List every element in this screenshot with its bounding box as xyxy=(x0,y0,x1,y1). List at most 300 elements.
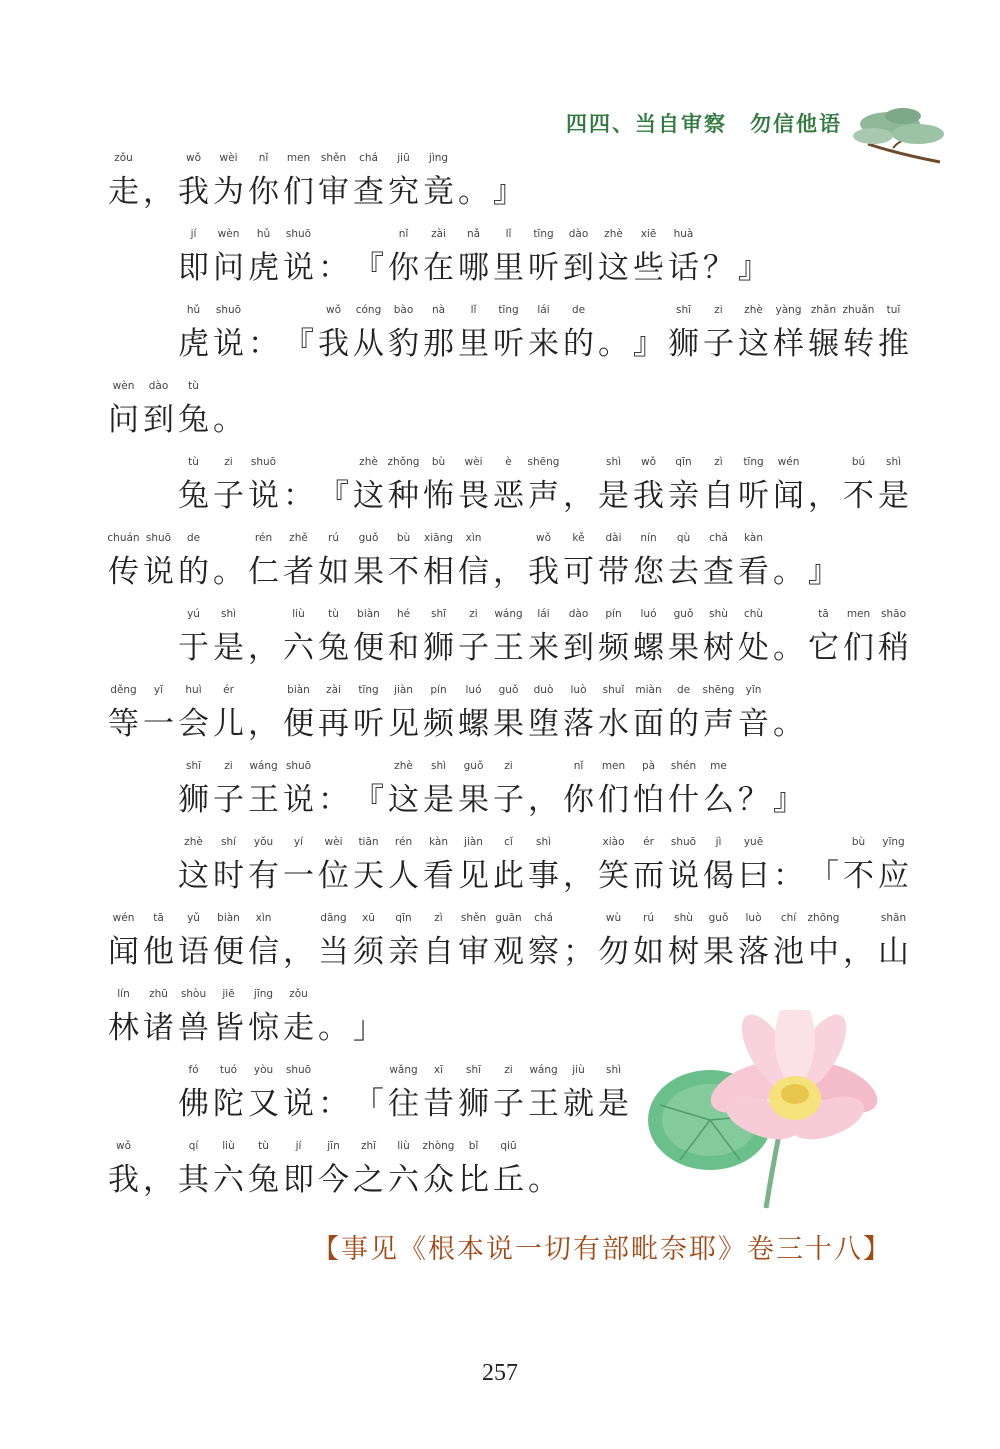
ruby-char xyxy=(351,684,386,744)
pinyin: zhòng xyxy=(422,1140,455,1152)
hanzi: 你 xyxy=(248,174,279,210)
pinyin: biàn xyxy=(357,608,380,620)
pinyin: dào xyxy=(568,228,589,240)
hanzi: 观 xyxy=(493,934,524,970)
ruby-char xyxy=(876,304,911,364)
pinyin: de xyxy=(571,304,586,316)
hanzi: 再 xyxy=(318,706,349,742)
hanzi: 么 xyxy=(703,782,734,818)
hanzi: 丘 xyxy=(493,1162,524,1198)
pinyin: hǔ xyxy=(256,228,271,240)
pinyin: jì xyxy=(715,836,722,848)
hanzi: 『 xyxy=(318,478,349,514)
pinyin: nín xyxy=(640,532,657,544)
ruby-char xyxy=(596,532,631,592)
ruby-char xyxy=(596,456,631,516)
ruby-char xyxy=(736,532,771,592)
hanzi: 而 xyxy=(633,858,664,894)
hanzi: 应 xyxy=(878,858,909,894)
ruby-char xyxy=(176,684,211,744)
hanzi: 狮 xyxy=(668,326,699,362)
hanzi: 它 xyxy=(808,630,839,666)
ruby-char xyxy=(806,552,841,592)
text-line xyxy=(176,1064,631,1124)
source-citation: 【事见《根本说一切有部毗奈耶》卷三十八】 xyxy=(312,1234,892,1265)
hanzi: 人 xyxy=(388,858,419,894)
ruby-char xyxy=(596,1064,631,1124)
ruby-char xyxy=(421,228,456,288)
ruby-char xyxy=(596,760,631,820)
hanzi: 。 xyxy=(213,554,244,590)
ruby-char xyxy=(736,304,771,364)
pinyin: xìn xyxy=(255,912,272,924)
ruby-char xyxy=(806,856,841,896)
ruby-char xyxy=(316,1140,351,1200)
ruby-char xyxy=(316,684,351,744)
hanzi: 去 xyxy=(668,554,699,590)
hanzi: 说 xyxy=(283,250,314,286)
ruby-char xyxy=(701,304,736,364)
hanzi: 有 xyxy=(248,858,279,894)
hanzi: 昔 xyxy=(423,1086,454,1122)
hanzi: 在 xyxy=(423,250,454,286)
ruby-char xyxy=(316,304,351,364)
text-line xyxy=(176,760,806,820)
ruby-char xyxy=(281,532,316,592)
ruby-char xyxy=(141,988,176,1048)
hanzi: ， xyxy=(248,630,279,666)
ruby-char xyxy=(526,836,561,896)
pinyin: cóng xyxy=(355,304,382,316)
hanzi: 看 xyxy=(423,858,454,894)
ruby-char xyxy=(491,304,526,364)
ruby-char xyxy=(281,1140,316,1200)
pinyin: wén xyxy=(112,912,135,924)
hanzi: 狮 xyxy=(423,630,454,666)
pinyin: zhǎn xyxy=(810,304,837,316)
hanzi: 。 xyxy=(773,706,804,742)
hanzi: 们 xyxy=(843,630,874,666)
hanzi: 林 xyxy=(108,1010,139,1046)
hanzi: 我 xyxy=(108,1162,139,1198)
ruby-char xyxy=(561,856,596,896)
hanzi: 走 xyxy=(108,174,139,210)
hanzi: 仁 xyxy=(248,554,279,590)
hanzi: 便 xyxy=(283,706,314,742)
pinyin: zhě xyxy=(289,532,308,544)
ruby-char xyxy=(771,552,806,592)
pinyin: zì xyxy=(434,912,443,924)
ruby-char xyxy=(211,552,246,592)
ruby-char xyxy=(876,836,911,896)
hanzi: 可 xyxy=(563,554,594,590)
ruby-char xyxy=(351,532,386,592)
hanzi: 王 xyxy=(493,630,524,666)
pinyin: děng xyxy=(110,684,137,696)
hanzi: 信 xyxy=(458,554,489,590)
ruby-char xyxy=(876,608,911,668)
pinyin: yòu xyxy=(253,1064,274,1076)
hanzi: 』 xyxy=(738,250,769,286)
pinyin: lǐ xyxy=(470,304,477,316)
pinyin: shén xyxy=(670,760,697,772)
ruby-char xyxy=(421,152,456,212)
ruby-char xyxy=(456,608,491,668)
hanzi: ： xyxy=(283,478,314,514)
ruby-char xyxy=(596,912,631,972)
hanzi: 这 xyxy=(598,250,629,286)
pinyin: guǒ xyxy=(463,760,484,772)
ruby-char xyxy=(386,228,421,288)
hanzi: 果 xyxy=(668,630,699,666)
hanzi: 』 xyxy=(633,326,664,362)
hanzi: 是 xyxy=(423,782,454,818)
hanzi: 」 xyxy=(353,1010,384,1046)
text-line xyxy=(106,1140,561,1200)
pinyin: shù xyxy=(709,608,728,620)
hanzi: 什 xyxy=(668,782,699,818)
pinyin: zhè xyxy=(394,760,413,772)
ruby-char xyxy=(456,912,491,972)
text-line xyxy=(106,380,246,440)
ruby-char xyxy=(526,304,561,364)
pinyin: huì xyxy=(185,684,202,696)
ruby-char xyxy=(631,912,666,972)
ruby-char xyxy=(456,228,491,288)
ruby-char xyxy=(806,608,841,668)
hanzi: ？ xyxy=(738,782,769,818)
pinyin: wèi xyxy=(219,152,238,164)
hanzi: 说 xyxy=(143,554,174,590)
pinyin: yīn xyxy=(745,684,762,696)
ruby-char xyxy=(666,228,701,288)
hanzi: ， xyxy=(143,1162,174,1198)
pinyin: shì xyxy=(535,836,552,848)
ruby-char xyxy=(211,152,246,212)
pinyin: lǐ xyxy=(505,228,512,240)
pinyin: jiū xyxy=(397,152,410,164)
ruby-char xyxy=(526,532,561,592)
ruby-char xyxy=(281,932,316,972)
ruby-char xyxy=(771,456,806,516)
ruby-char xyxy=(316,1084,351,1124)
pinyin: qí xyxy=(188,1140,199,1152)
hanzi: 话 xyxy=(668,250,699,286)
hanzi: 虎 xyxy=(178,326,209,362)
hanzi: 不 xyxy=(843,478,874,514)
ruby-char xyxy=(386,760,421,820)
hanzi: 那 xyxy=(423,326,454,362)
ruby-char xyxy=(736,456,771,516)
hanzi: 是 xyxy=(213,630,244,666)
hanzi: 即 xyxy=(178,250,209,286)
pinyin: jiē xyxy=(222,988,235,1000)
hanzi: 不 xyxy=(388,554,419,590)
pinyin: shì xyxy=(605,1064,622,1076)
ruby-char xyxy=(841,304,876,364)
hanzi: ； xyxy=(563,934,594,970)
pinyin: zǒu xyxy=(289,988,308,1000)
ruby-char xyxy=(351,248,386,288)
text-line xyxy=(176,228,771,288)
ruby-char xyxy=(561,932,596,972)
ruby-char xyxy=(456,304,491,364)
ruby-char xyxy=(526,1064,561,1124)
pinyin: yīng xyxy=(882,836,905,848)
hanzi: 看 xyxy=(738,554,769,590)
pinyin: cǐ xyxy=(504,836,513,848)
ruby-char xyxy=(456,760,491,820)
hanzi: 相 xyxy=(423,554,454,590)
hanzi: 你 xyxy=(563,782,594,818)
ruby-char xyxy=(351,780,386,820)
pinyin: yǔ xyxy=(187,912,200,924)
hanzi: 等 xyxy=(108,706,139,742)
pinyin: zi xyxy=(714,304,723,316)
pinyin: bù xyxy=(851,836,866,848)
ruby-char xyxy=(211,836,246,896)
hanzi: ， xyxy=(143,174,174,210)
ruby-char xyxy=(141,380,176,440)
pinyin: qiū xyxy=(500,1140,517,1152)
ruby-char xyxy=(701,760,736,820)
pinyin: zhè xyxy=(604,228,623,240)
ruby-char xyxy=(841,932,876,972)
pinyin: zi xyxy=(469,608,478,620)
pinyin: yàng xyxy=(775,304,802,316)
pinyin: kàn xyxy=(429,836,448,848)
text-line xyxy=(106,152,526,212)
hanzi: 。 xyxy=(528,1162,559,1198)
pinyin: duò xyxy=(533,684,554,696)
hanzi: 』 xyxy=(493,174,524,210)
ruby-char xyxy=(526,228,561,288)
ruby-char xyxy=(666,912,701,972)
hanzi: 声 xyxy=(703,706,734,742)
hanzi: 豹 xyxy=(388,326,419,362)
pinyin: tù xyxy=(188,456,199,468)
ruby-char xyxy=(351,912,386,972)
hanzi: 如 xyxy=(633,934,664,970)
pinyin: men xyxy=(601,760,626,772)
hanzi: 『 xyxy=(353,782,384,818)
hanzi: ， xyxy=(563,478,594,514)
ruby-char xyxy=(316,152,351,212)
pinyin: lái xyxy=(537,304,550,316)
pinyin: zhǒng xyxy=(387,456,420,468)
hanzi: 。 xyxy=(458,174,489,210)
hanzi: 山 xyxy=(878,934,909,970)
ruby-char xyxy=(211,1064,246,1124)
ruby-char xyxy=(281,228,316,288)
hanzi: 『 xyxy=(353,250,384,286)
hanzi: 偈 xyxy=(703,858,734,894)
text-line xyxy=(176,456,911,516)
hanzi: 哪 xyxy=(458,250,489,286)
hanzi: 树 xyxy=(668,934,699,970)
ruby-char xyxy=(701,456,736,516)
pinyin: tā xyxy=(153,912,164,924)
hanzi: 螺 xyxy=(458,706,489,742)
ruby-char xyxy=(386,304,421,364)
ruby-char xyxy=(456,1140,491,1200)
ruby-char xyxy=(491,912,526,972)
hanzi: ， xyxy=(528,782,559,818)
ruby-char xyxy=(596,228,631,288)
pinyin: qīn xyxy=(395,912,412,924)
ruby-char xyxy=(456,172,491,212)
pinyin: shěn xyxy=(320,152,347,164)
pinyin: dào xyxy=(568,608,589,620)
ruby-char xyxy=(666,836,701,896)
ruby-char xyxy=(771,704,806,744)
ruby-char xyxy=(596,608,631,668)
pinyin: guǒ xyxy=(358,532,379,544)
hanzi: 落 xyxy=(563,706,594,742)
pinyin: zhè xyxy=(184,836,203,848)
pinyin: me xyxy=(710,760,727,772)
hanzi: 处 xyxy=(738,630,769,666)
pinyin: liù xyxy=(222,1140,235,1152)
hanzi: 亲 xyxy=(668,478,699,514)
ruby-char xyxy=(246,912,281,972)
hanzi: 会 xyxy=(178,706,209,742)
hanzi: 螺 xyxy=(633,630,664,666)
hanzi: 子 xyxy=(213,782,244,818)
ruby-char xyxy=(666,532,701,592)
ruby-char xyxy=(176,380,211,440)
text-line xyxy=(176,836,911,896)
hanzi: 这 xyxy=(353,478,384,514)
hanzi: 者 xyxy=(283,554,314,590)
ruby-char xyxy=(176,760,211,820)
pinyin: nǎ xyxy=(466,228,481,240)
ruby-char xyxy=(386,608,421,668)
pinyin: tù xyxy=(258,1140,269,1152)
hanzi: 果 xyxy=(703,934,734,970)
hanzi: 果 xyxy=(353,554,384,590)
pinyin: jīn xyxy=(327,1140,340,1152)
ruby-char xyxy=(771,780,806,820)
pinyin: jí xyxy=(295,1140,302,1152)
text-line xyxy=(106,532,841,592)
hanzi: ， xyxy=(808,478,839,514)
ruby-char xyxy=(701,684,736,744)
pinyin: chí xyxy=(780,912,797,924)
pinyin: tīng xyxy=(358,684,379,696)
pinyin: zi xyxy=(504,760,513,772)
pinyin: yī xyxy=(153,684,164,696)
hanzi: 这 xyxy=(178,858,209,894)
pinyin: men xyxy=(286,152,311,164)
hanzi: 闻 xyxy=(108,934,139,970)
ruby-char xyxy=(281,836,316,896)
ruby-char xyxy=(561,760,596,820)
pinyin: shuō xyxy=(145,532,172,544)
hanzi: ： xyxy=(318,250,349,286)
hanzi: 怕 xyxy=(633,782,664,818)
pinyin: xī xyxy=(433,1064,444,1076)
pinyin: shī xyxy=(675,304,692,316)
pinyin: hǔ xyxy=(186,304,201,316)
ruby-char xyxy=(211,912,246,972)
ruby-char xyxy=(526,684,561,744)
pinyin: qù xyxy=(676,532,691,544)
pinyin: zi xyxy=(224,760,233,772)
ruby-char xyxy=(106,380,141,440)
hanzi: 稍 xyxy=(878,630,909,666)
hanzi: 儿 xyxy=(213,706,244,742)
hanzi: 果 xyxy=(458,782,489,818)
ruby-char xyxy=(421,684,456,744)
pinyin: è xyxy=(505,456,512,468)
pinyin: rú xyxy=(328,532,339,544)
pinyin: zhè xyxy=(744,304,763,316)
ruby-char xyxy=(841,836,876,896)
ruby-char xyxy=(176,152,211,212)
pinyin: xū xyxy=(362,912,375,924)
hanzi: 之 xyxy=(353,1162,384,1198)
ruby-char xyxy=(211,1140,246,1200)
pinyin: jiàn xyxy=(394,684,413,696)
pinyin: wǒ xyxy=(115,1140,132,1152)
pinyin: xiào xyxy=(602,836,625,848)
hanzi: 是 xyxy=(598,1086,629,1122)
hanzi: 我 xyxy=(633,478,664,514)
ruby-char xyxy=(491,1064,526,1124)
hanzi: 亲 xyxy=(388,934,419,970)
ruby-char xyxy=(246,760,281,820)
pinyin: wèi xyxy=(464,456,483,468)
hanzi: 的 xyxy=(563,326,594,362)
hanzi: 闻 xyxy=(773,478,804,514)
pinyin: lín xyxy=(117,988,130,1000)
ruby-char xyxy=(351,608,386,668)
pinyin: shī xyxy=(465,1064,482,1076)
pinyin: bù xyxy=(431,456,446,468)
ruby-char xyxy=(736,684,771,744)
pinyin: shān xyxy=(880,912,907,924)
ruby-char xyxy=(386,1140,421,1200)
ruby-char xyxy=(211,304,246,364)
ruby-char xyxy=(176,988,211,1048)
ruby-char xyxy=(596,684,631,744)
hanzi: 频 xyxy=(598,630,629,666)
hanzi: ： xyxy=(773,858,804,894)
hanzi: 频 xyxy=(423,706,454,742)
ruby-char xyxy=(176,608,211,668)
pinyin: rén xyxy=(254,532,273,544)
ruby-char xyxy=(666,684,701,744)
pinyin: qīn xyxy=(675,456,692,468)
ruby-char xyxy=(386,532,421,592)
hanzi: 又 xyxy=(248,1086,279,1122)
ruby-char xyxy=(141,172,176,212)
hanzi: 狮 xyxy=(458,1086,489,1122)
ruby-char xyxy=(316,476,351,516)
hanzi: 带 xyxy=(598,554,629,590)
hanzi: 来 xyxy=(528,326,559,362)
pinyin: liù xyxy=(397,1140,410,1152)
hanzi: 推 xyxy=(878,326,909,362)
ruby-char xyxy=(316,780,351,820)
hanzi: 佛 xyxy=(178,1086,209,1122)
ruby-char xyxy=(491,760,526,820)
ruby-char xyxy=(561,532,596,592)
ruby-char xyxy=(456,456,491,516)
ruby-char xyxy=(176,456,211,516)
ruby-char xyxy=(141,532,176,592)
